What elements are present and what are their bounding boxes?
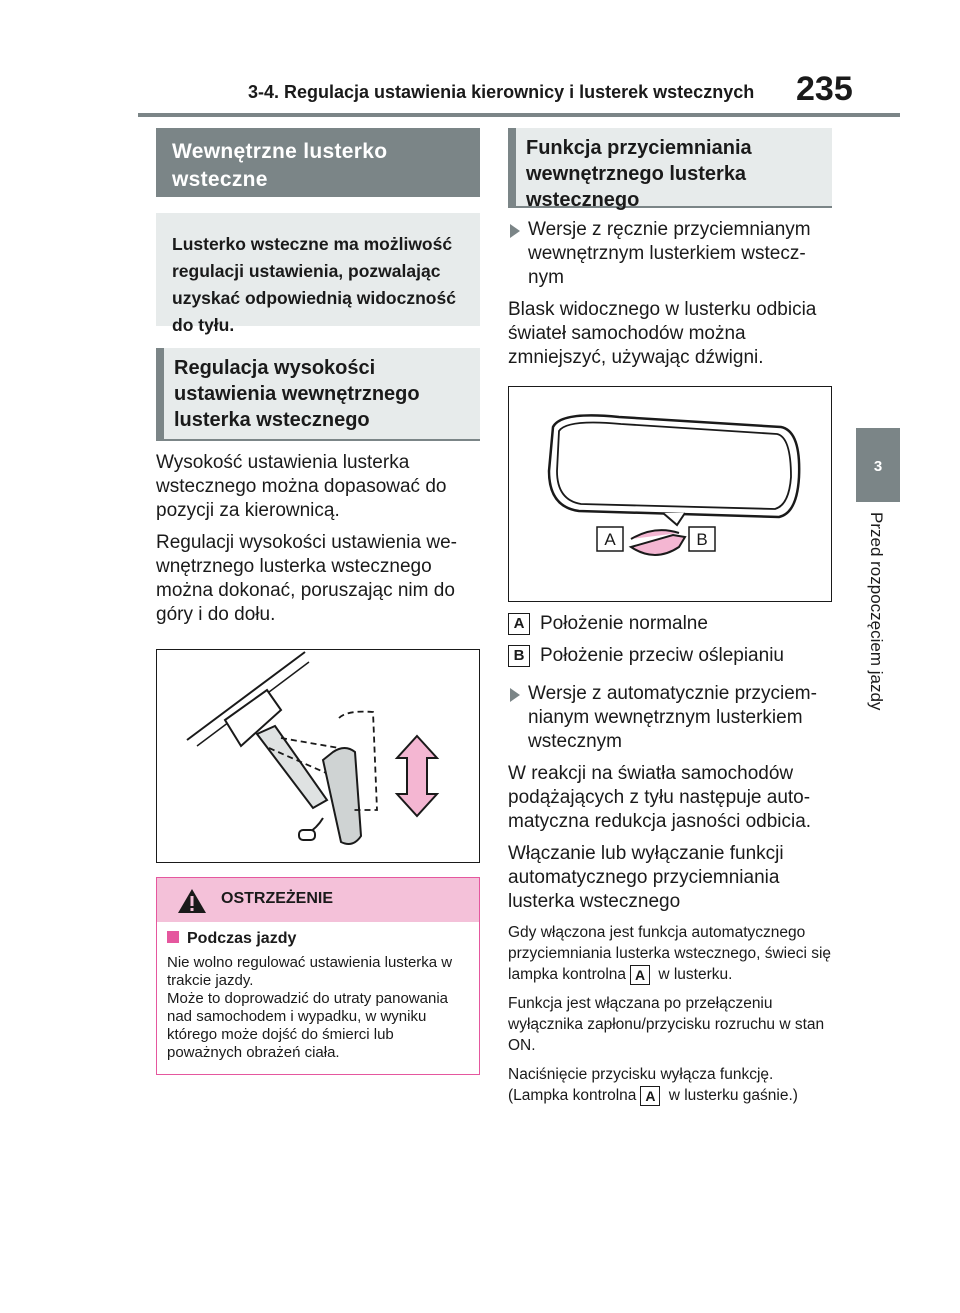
dimming-heading: Funkcja przyciemniania wewnętrznego lusterka wstecznego: [508, 128, 832, 208]
height-adjust-heading: Regulacja wysokości ustawienia wewnętrznego lusterka wstecznego: [156, 348, 480, 441]
warning-header: [157, 878, 479, 922]
bullet-arrow-icon: [510, 688, 520, 702]
diagram-label-a: A: [604, 530, 616, 549]
bullet-manual: [508, 218, 832, 290]
label-b-box: B: [508, 645, 530, 667]
inline-label-a: A: [630, 965, 650, 985]
auto-para: W reakcji na światła samochodów podążających z tyłu następuje automatyczna redukcja jasności odbicia.: [508, 763, 812, 832]
chapter-title: Przed rozpoczęciem jazdy: [867, 512, 886, 711]
small-para-3-b: w lusterku gaśnie.): [668, 1087, 798, 1104]
label-row-b: [508, 644, 832, 668]
warning-text-1: Nie wolno regulować ustawienia lusterka w trakcie jazdy.: [167, 954, 453, 989]
up-down-arrow-icon: [397, 736, 437, 816]
label-a-box: A: [508, 613, 530, 635]
right-column: [508, 128, 832, 1106]
small-para-3: [508, 1064, 832, 1106]
toggle-para: Włączanie lub wyłączanie funkcji automatycznego przyciemniania lusterka wstecznego: [508, 843, 784, 912]
warning-body: [157, 922, 479, 1074]
main-heading: Wewnętrzne lusterko wsteczne: [156, 128, 480, 197]
mirror-dimming-drawing: [509, 387, 831, 601]
warning-text-2: Może to doprowadzić do utraty panowania nad samochodem i wypadku, w wyniku którego może dojść do śmierci lub poważnych obrażeń ciała.: [167, 990, 449, 1061]
small-para-1-b: w lusterku.: [658, 966, 733, 983]
intro-box: Lusterko wsteczne ma możliwość regulacji ustawienia, pozwalając uzyskać odpowiednią widoczność do tyłu.: [156, 213, 480, 326]
label-row-a: [508, 612, 832, 636]
section-title: 3-4. Regulacja ustawienia kierownicy i lusterek wstecznych: [248, 82, 755, 102]
label-a-text: Położenie normalne: [540, 613, 708, 634]
bullet-auto-text: Wersje z automatycznie przyciemnianym wewnętrznym lusterkiem wstecznym: [528, 683, 817, 752]
bullet-manual-text: Wersje z ręcznie przyciemnianym wewnętrznym lusterkiem wstecznym: [528, 219, 811, 288]
warning-title: OSTRZEŻENIE: [221, 890, 334, 907]
page-number: 235: [796, 70, 853, 108]
bullet-auto: [508, 682, 832, 754]
header-rule: [138, 113, 900, 117]
pink-square-icon: [167, 931, 179, 943]
warning-subtitle: [167, 930, 469, 948]
bullet-arrow-icon: [510, 224, 520, 238]
inline-label-a-2: A: [640, 1086, 660, 1106]
warning-box: [156, 877, 480, 1075]
mirror-dimming-illustration: [508, 386, 832, 602]
mirror-height-drawing: [157, 650, 479, 862]
height-para-1: Wysokość ustawienia lusterka wstecznego można dopasować do pozycji za kierownicą.: [156, 452, 447, 521]
label-b-text: Położenie przeciw oślepianiu: [540, 645, 784, 666]
left-column: [156, 128, 480, 1075]
manual-para: Blask widocznego w lusterku odbicia świateł samochodów można zmniejszyć, używając dźwigni.: [508, 299, 817, 368]
small-para-1: [508, 922, 832, 985]
small-para-1-a: Gdy włączona jest funkcja automatycznego przyciemniania lusterka wstecznego, świeci się lampka kontrolna: [508, 924, 832, 983]
diagram-label-b: B: [696, 530, 708, 549]
small-para-2: Funkcja jest włączana po przełączeniu wyłącznika zapłonu/przycisku rozruchu w stan ON.: [508, 995, 825, 1054]
height-para-2: Regulacji wysokości ustawienia wewnętrznego lusterka wstecznego można dokonać, poruszając nim do góry i do dołu.: [156, 532, 457, 625]
small-para-3-a: Naciśnięcie przycisku wyłącza funkcję. (Lampka kontrolna: [508, 1066, 774, 1104]
warning-subtitle-text: Podczas jazdy: [187, 930, 297, 947]
warning-triangle-icon: [177, 888, 207, 914]
chapter-tab: 3: [856, 428, 900, 502]
mirror-height-illustration: [156, 649, 480, 863]
